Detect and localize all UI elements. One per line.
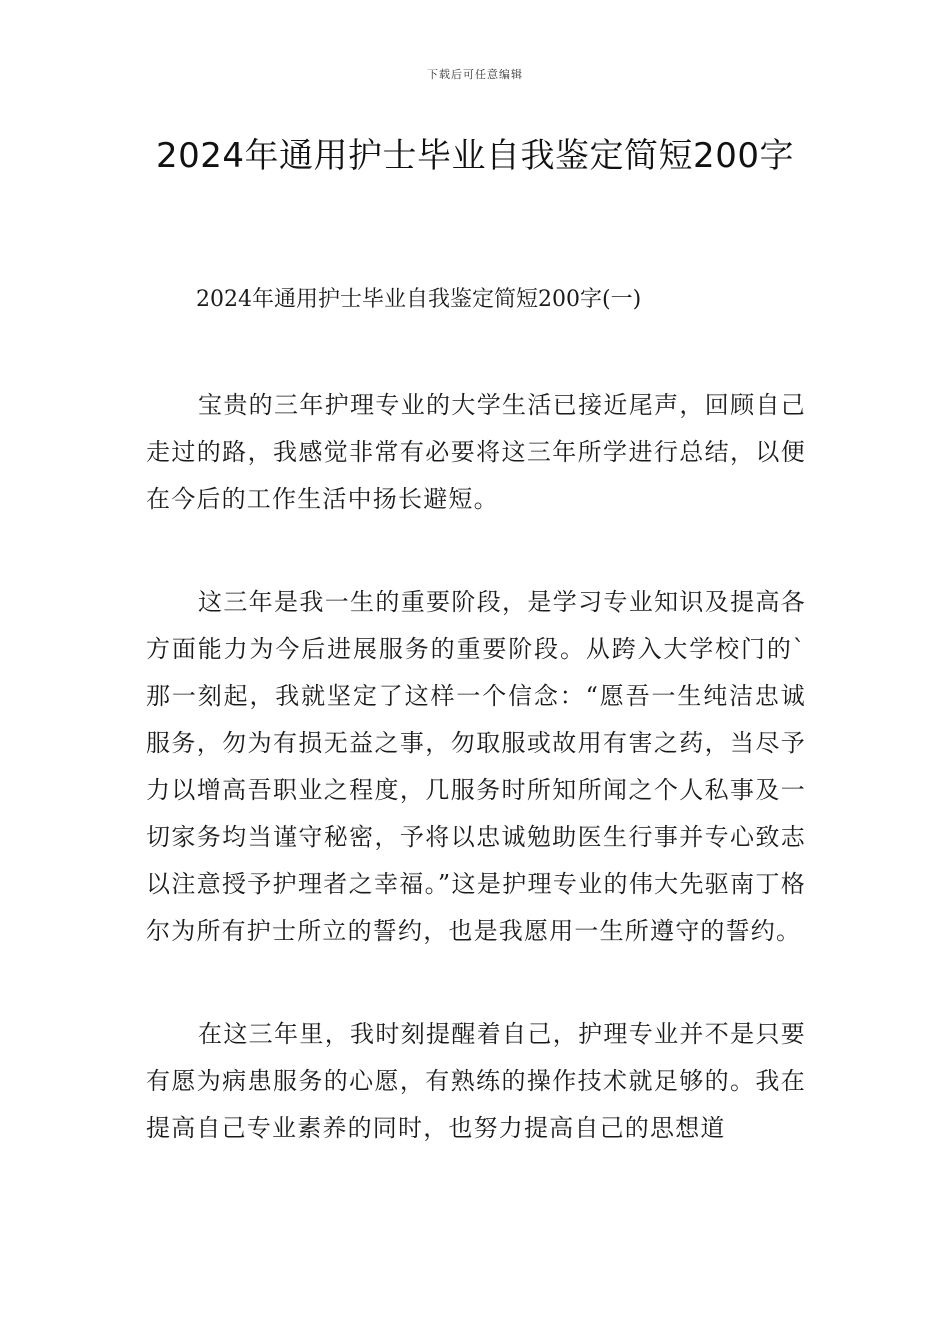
paragraph-3: 在这三年里，我时刻提醒着自己，护理专业并不是只要有愿为病患服务的心愿，有熟练的操作技术就足够的。我在提高自己专业素养的同时，也努力提高自己的思想道 <box>146 1020 806 1142</box>
paragraph-1: 宝贵的三年护理专业的大学生活已接近尾声，回顾自己走过的路，我感觉非常有必要将这三年所学进行总结，以便在今后的工作生活中扬长避短。 <box>146 391 806 513</box>
document-title: 2024年通用护士毕业自我鉴定简短200字 <box>156 136 794 176</box>
document-body <box>146 280 806 1208</box>
header-note: 下载后可任意编辑 <box>427 68 523 81</box>
section-subtitle: 2024年通用护士毕业自我鉴定简短200字(一) <box>196 287 642 312</box>
paragraph-2: 这三年是我一生的重要阶段，是学习专业知识及提高各方面能力为今后进展服务的重要阶段。从跨入大学校门的`那一刻起，我就坚定了这样一个信念：“愿吾一生纯洁忠诚服务，勿为有损无益之事，勿取服或故用有害之药，当尽予力以增高吾职业之程度，几服务时所知所闻之个人私事及一切家务均当谨守秘密，予将以忠诚勉助医生行事并专心致志以注意授予护理者之幸福。”这是护理专业的伟大先驱南丁格尔为所有护士所立的誓约，也是我愿用一生所遵守的誓约。 <box>146 588 806 945</box>
